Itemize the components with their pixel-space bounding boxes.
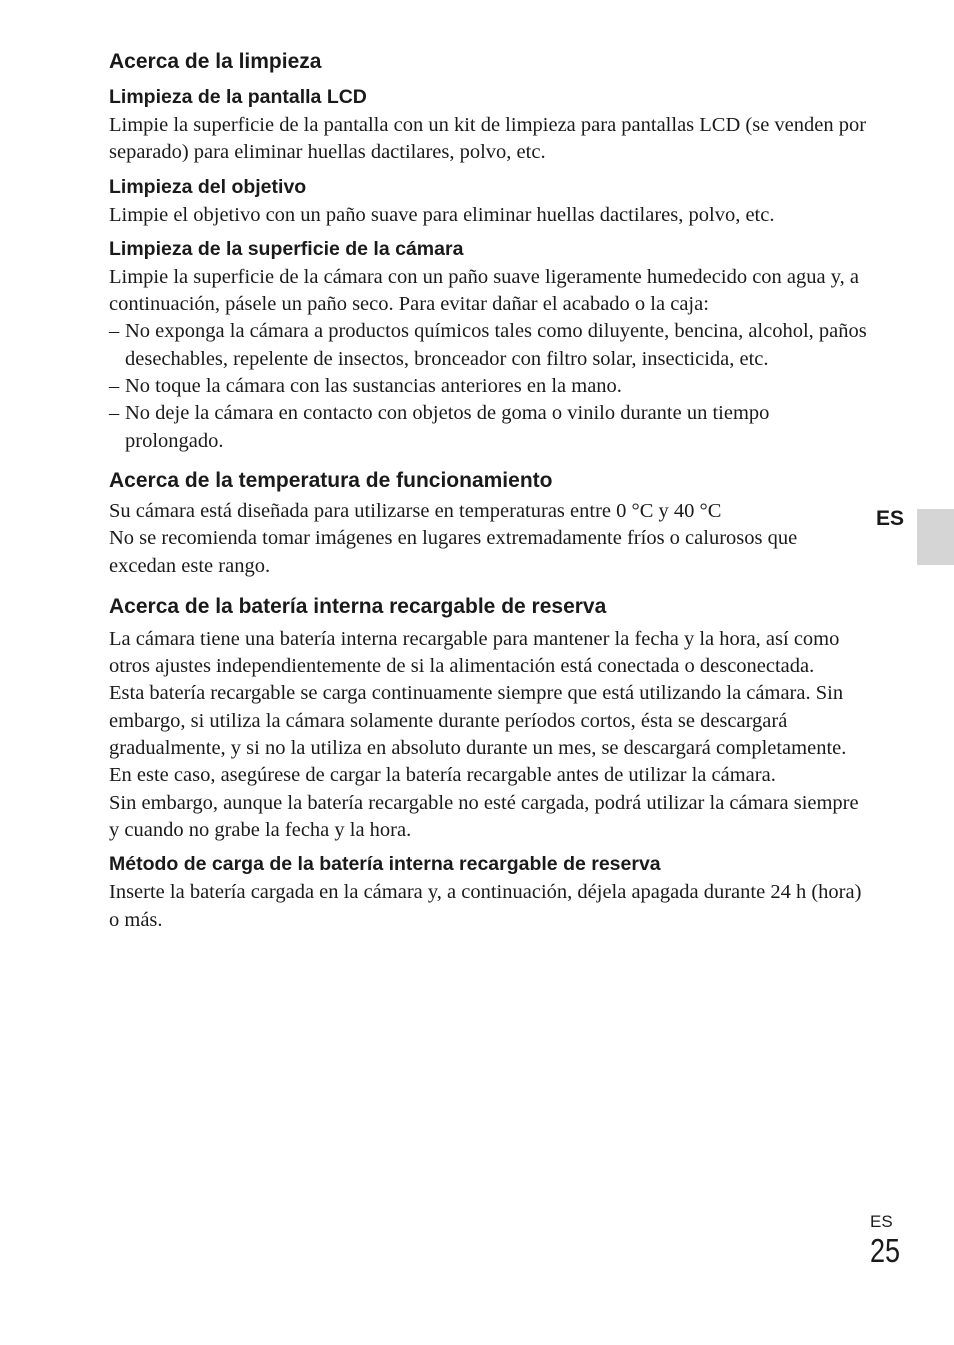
section-title-temperatura: Acerca de la temperatura de funcionamiento [109,468,553,492]
subsection-text-metodo-carga: Inserte la batería cargada en la cámara y, a continuación, déjela apagada durante 24 h (hora) o más. [109,881,862,931]
subsection-title-metodo-carga: Método de carga de la batería interna recargable de reserva [109,853,661,876]
footer-language-code: ES [870,1212,893,1231]
paragraph-temperatura-rango: Su cámara está diseñada para utilizarse en temperaturas entre 0 °C y 40 °C [109,499,722,522]
paragraph-bateria-uso: Sin embargo, aunque la batería recargable no esté cargada, podrá utilizar la cámara siempre y cuando no grabe la fecha y la hora. [109,791,859,841]
subsection-title-objetivo: Limpieza del objetivo [109,175,307,198]
dash-bullet: – [109,375,120,398]
paragraph-bateria-carga: Esta batería recargable se carga continuamente siempre que está utilizando la cámara. Sin embargo, si utiliza la cámara solamente durante períodos cortos, ésta se descargará gradualmente, y si no la utiliza en absoluto durante un mes, se descargará completamente. En este caso, asegúrese de cargar la batería recargable antes de utilizar la cámara. [109,682,847,787]
dash-bullet: – [109,320,120,343]
paragraph-bateria-funcion: La cámara tiene una batería interna recargable para mantener la fecha y la hora, así como otros ajustes independientemente de si la alimentación está conectada o desconectada. [109,627,840,678]
list-item [109,373,869,400]
precautions-list [109,318,869,454]
list-item-text: No deje la cámara en contacto con objetos de goma o vinilo durante un tiempo prolongado. [125,402,770,452]
page-content [109,48,869,934]
language-side-label: ES [876,507,905,530]
dash-bullet: – [109,402,120,425]
subsection-title-superficie-camara: Limpieza de la superficie de la cámara [109,237,464,260]
list-item-text: No exponga la cámara a productos químicos tales como diluyente, bencina, alcohol, paños desechables, repelente de insectos, bronceador con filtro solar, insecticida, etc. [125,320,867,370]
language-side-tab [917,509,954,565]
subsection-text-pantalla-lcd: Limpie la superficie de la pantalla con un kit de limpieza para pantallas LCD (se venden por separado) para eliminar huellas dactilares, polvo, etc. [109,114,867,164]
subsection-text-objetivo: Limpie el objetivo con un paño suave para eliminar huellas dactilares, polvo, etc. [109,203,775,226]
page-number: 25 [870,1232,901,1269]
subsection-text-superficie-camara: Limpie la superficie de la cámara con un paño suave ligeramente humedecido con agua y, a continuación, pásele un paño seco. Para evitar dañar el acabado o la caja: [109,265,860,316]
subsection-title-pantalla-lcd: Limpieza de la pantalla LCD [109,86,367,108]
list-item [109,318,869,373]
list-item [109,400,869,455]
paragraph-temperatura-recomendacion: No se recomienda tomar imágenes en lugares extremadamente fríos o calurosos que excedan este rango. [109,527,798,577]
section-title-bateria-interna: Acerca de la batería interna recargable de reserva [109,594,607,618]
section-title-limpieza: Acerca de la limpieza [109,50,322,73]
list-item-text: No toque la cámara con las sustancias anteriores en la mano. [125,375,622,398]
